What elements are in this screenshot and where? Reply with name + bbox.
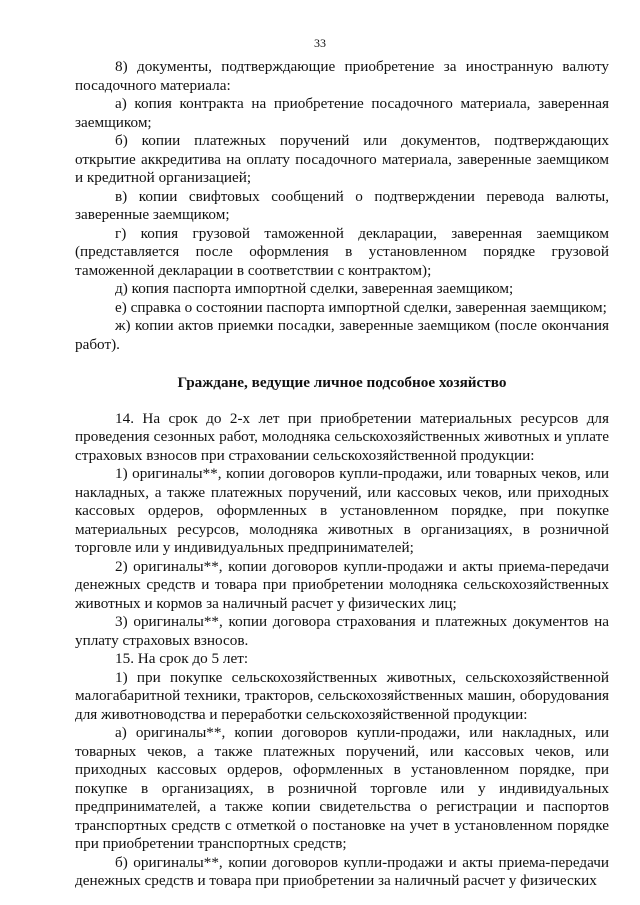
paragraph-item-15: 15. На срок до 5 лет: (115, 650, 249, 667)
paragraph-item-15-1b: б) оригиналы**, копии договоров купли-продажи и акты приема-передачи денежных средств и товара при приобретении за наличный расчет у физических (75, 853, 609, 889)
document-body (75, 58, 609, 891)
paragraph-item-14-3: 3) оригиналы**, копии договора страхования и платежных документов на уплату страховых взносов. (75, 613, 609, 649)
paragraph-item-14: 14. На срок до 2-х лет при приобретении материальных ресурсов для проведения сезонных работ, молодняка сельскохозяйственных животных и уплате страховых взносов при страховании сельскохозяйственной продукции: (75, 409, 609, 464)
paragraph-item-8e: е) справка о состоянии паспорта импортной сделки, заверенная заемщиком; (115, 298, 607, 316)
section-heading: Граждане, ведущие личное подсобное хозяйство (177, 374, 507, 391)
paragraph-item-14-1: 1) оригиналы**, копии договоров купли-продажи, или товарных чеков, или накладных, а также платежных поручений, или кассовых чеков, или приходных кассовых ордеров, оформленных в установленном порядке, при покупке материальных ресурсов, молодняка животных в организациях, в розничной торговле или у индивидуальных предпринимателей; (75, 465, 609, 556)
paragraph-item-15-1a: а) оригиналы**, копии договоров купли-продажи, или накладных, или товарных чеков, а также платежных поручений, или кассовых чеков, или приходных кассовых ордеров, оформленных в установленном порядке, при покупке в организациях, в розничной торговле или у индивидуальных предпринимателей, а также копии свидетельства о регистрации и паспортов транспортных средств с отметкой о постановке на учет в установленном порядке при приобретении транспортных средств; (75, 724, 609, 852)
paragraph-item-8zh: ж) копии актов приемки посадки, заверенные заемщиком (после окончания работ). (75, 317, 609, 353)
paragraph-item-8a: а) копия контракта на приобретение посадочного материала, заверенная заемщиком; (75, 95, 609, 131)
paragraph-item-8: 8) документы, подтверждающие приобретение за иностранную валюту посадочного материала: (75, 58, 609, 94)
paragraph-item-8v: в) копии свифтовых сообщений о подтверждении перевода валюты, заверенные заемщиком; (75, 187, 609, 223)
paragraph-item-14-2: 2) оригиналы**, копии договоров купли-продажи и акты приема-передачи денежных средств и товара при приобретении молодняка сельскохозяйственных животных и кормов за наличный расчет у физических лиц; (75, 557, 609, 612)
paragraph-item-8g: г) копия грузовой таможенной декларации, заверенная заемщиком (представляется после оформления в установленном порядке грузовой таможенной декларации в соответствии с контрактом); (75, 224, 609, 279)
paragraph-item-15-1: 1) при покупке сельскохозяйственных животных, сельскохозяйственной малогабаритной техники, тракторов, сельскохозяйственных машин, оборудования для животноводства и переработки сельскохозяйственной продукции: (75, 668, 609, 723)
paragraph-item-8b: б) копии платежных поручений или документов, подтверждающих открытие аккредитива на оплату посадочного материала, заверенные заемщиком и кредитной организацией; (75, 132, 609, 186)
page-number: 33 (314, 36, 326, 50)
paragraph-item-8d: д) копия паспорта импортной сделки, заверенная заемщиком; (115, 280, 514, 297)
